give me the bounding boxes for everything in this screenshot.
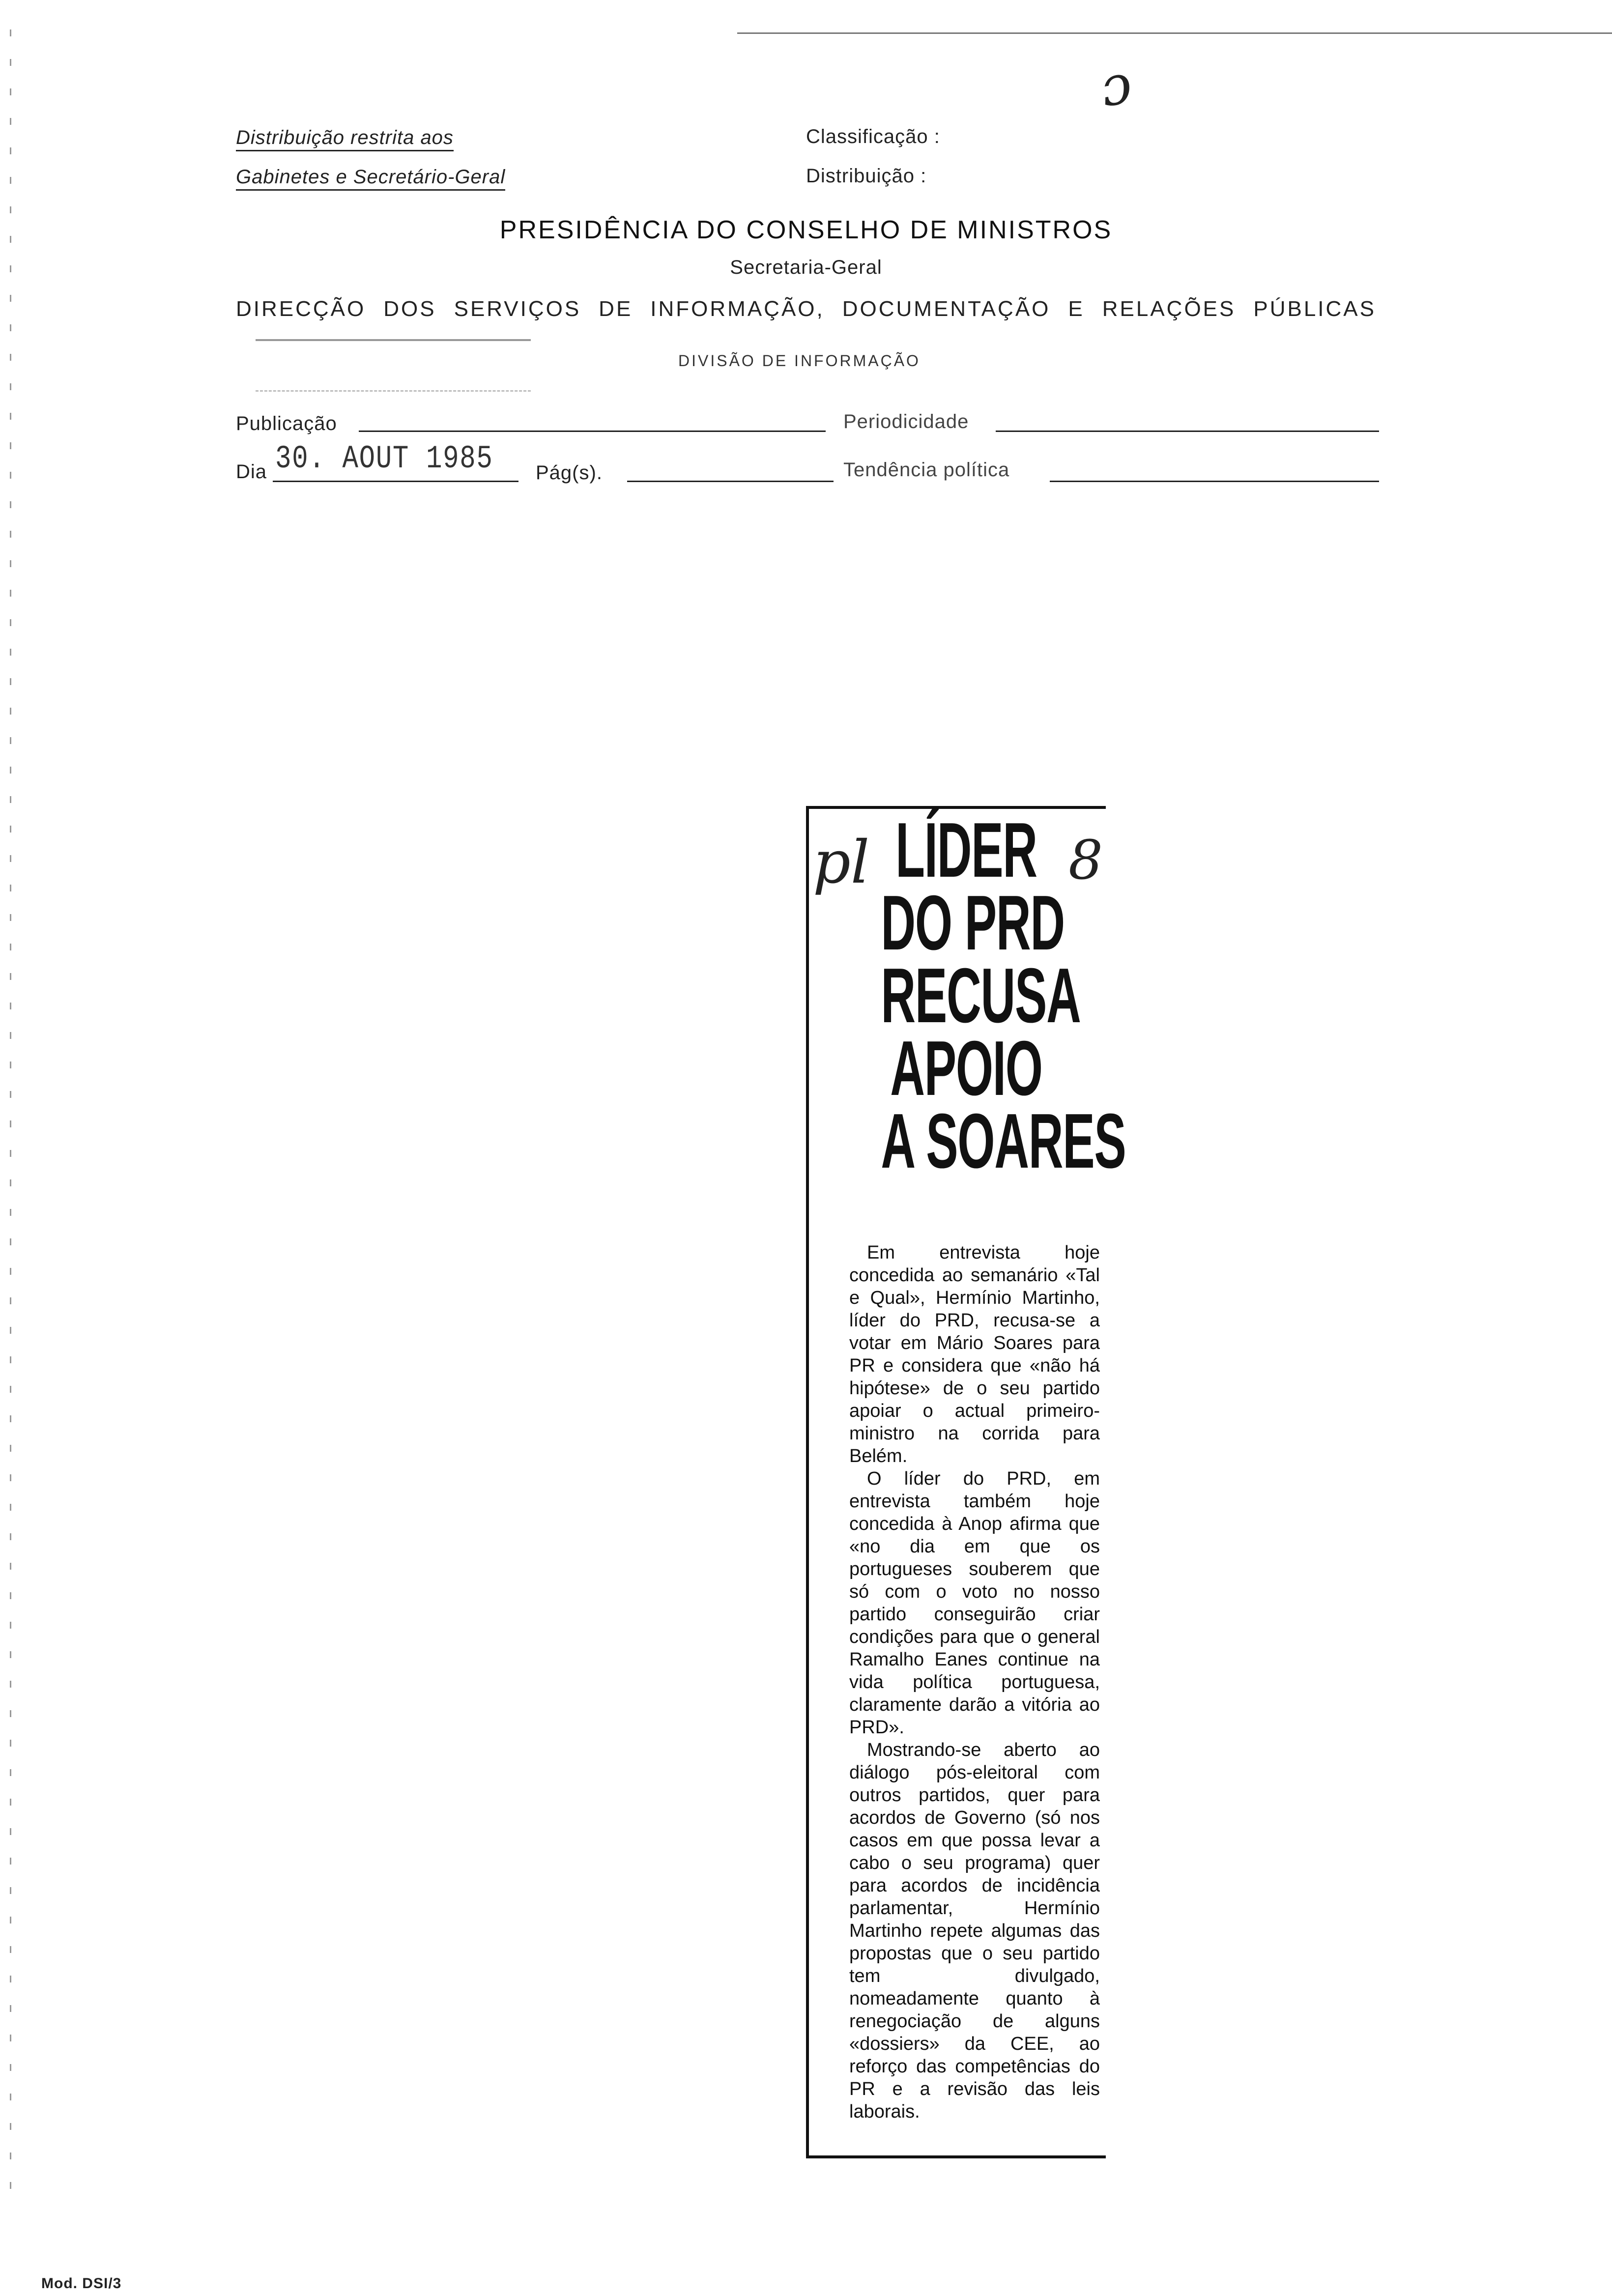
publication-label: Publicação xyxy=(236,413,337,434)
division-title: DIVISÃO DE INFORMAÇÃO xyxy=(678,352,921,370)
headline-line: APOIO xyxy=(890,1025,1042,1112)
distribution-label: Distribuição : xyxy=(806,165,927,187)
headline-line: DO PRD xyxy=(881,880,1065,966)
handwritten-mark-top: ɔ xyxy=(1095,52,1137,119)
scan-artifact-top xyxy=(737,32,1612,34)
handwritten-annotation-right: 8 xyxy=(1068,829,1103,891)
clipping-paragraph: O líder do PRD, em entrevista também hoje concedida à Anop afirma que «no dia em que os portugueses souberem que só com o voto no nosso partido conseguirão criar condições para que o general Ramalho Eanes continue na vida política portuguesa, claramente darão a vitória ao PRD». xyxy=(849,1468,1100,1738)
clipping-body xyxy=(849,1241,1100,2123)
distribution-note-line2: Gabinetes e Secretário-Geral xyxy=(236,166,505,191)
newspaper-clipping xyxy=(806,806,1126,2158)
clipping-paragraph: Em entrevista hoje concedida ao semanário «Tal e Qual», Hermínio Martinho, líder do PRD, recusa-se a votar em Mário Soares para PR e considera que «não há hipótese» de o seu partido apoiar o actual primeiro-ministro na corrida para Belém. xyxy=(849,1242,1100,1466)
day-field-line xyxy=(273,481,518,482)
classification-label: Classificação : xyxy=(806,126,940,147)
pages-field-line xyxy=(627,481,834,482)
political-tendency-label: Tendência política xyxy=(843,459,1010,481)
distribution-note-line1: Distribuição restrita aos xyxy=(236,127,454,151)
scan-artifact-left xyxy=(10,29,11,2192)
day-stamp-value: 30. AOUT 1985 xyxy=(275,440,493,477)
stamp-mark xyxy=(256,339,531,392)
clipping-paragraph: Mostrando-se aberto ao diálogo pós-eleitoral com outros partidos, quer para acordos de Governo (só nos casos em que possa levar a cabo o seu programa) quer para acordos de incidência parlamentar, Hermínio Martinho repete algumas das propostas que o seu partido tem divulgado, nomeadamente quanto à renegociação de alguns «dossiers» da CEE, ao reforço das competências do PR e a revisão das leis laborais. xyxy=(849,1740,1100,2122)
org-subtitle: Secretaria-Geral xyxy=(730,257,882,278)
periodicity-field-line xyxy=(996,430,1379,432)
headline-line: LÍDER xyxy=(895,807,1037,893)
directorate-title: DIRECÇÃO DOS SERVIÇOS DE INFORMAÇÃO, DOCUMENTAÇÃO E RELAÇÕES PÚBLICAS xyxy=(236,297,1376,321)
publication-field-line xyxy=(359,430,826,432)
periodicity-label: Periodicidade xyxy=(843,411,969,432)
pages-label: Pág(s). xyxy=(536,462,603,484)
headline-line: A SOARES xyxy=(881,1098,1126,1184)
form-code: Mod. DSI/3 xyxy=(41,2275,122,2292)
political-tendency-field-line xyxy=(1050,481,1379,482)
clipping-headline xyxy=(881,807,1126,1184)
handwritten-annotation-left: pl xyxy=(813,829,870,897)
org-title: PRESIDÊNCIA DO CONSELHO DE MINISTROS xyxy=(499,216,1113,244)
day-label: Dia xyxy=(236,461,267,483)
headline-line: RECUSA xyxy=(881,952,1081,1039)
